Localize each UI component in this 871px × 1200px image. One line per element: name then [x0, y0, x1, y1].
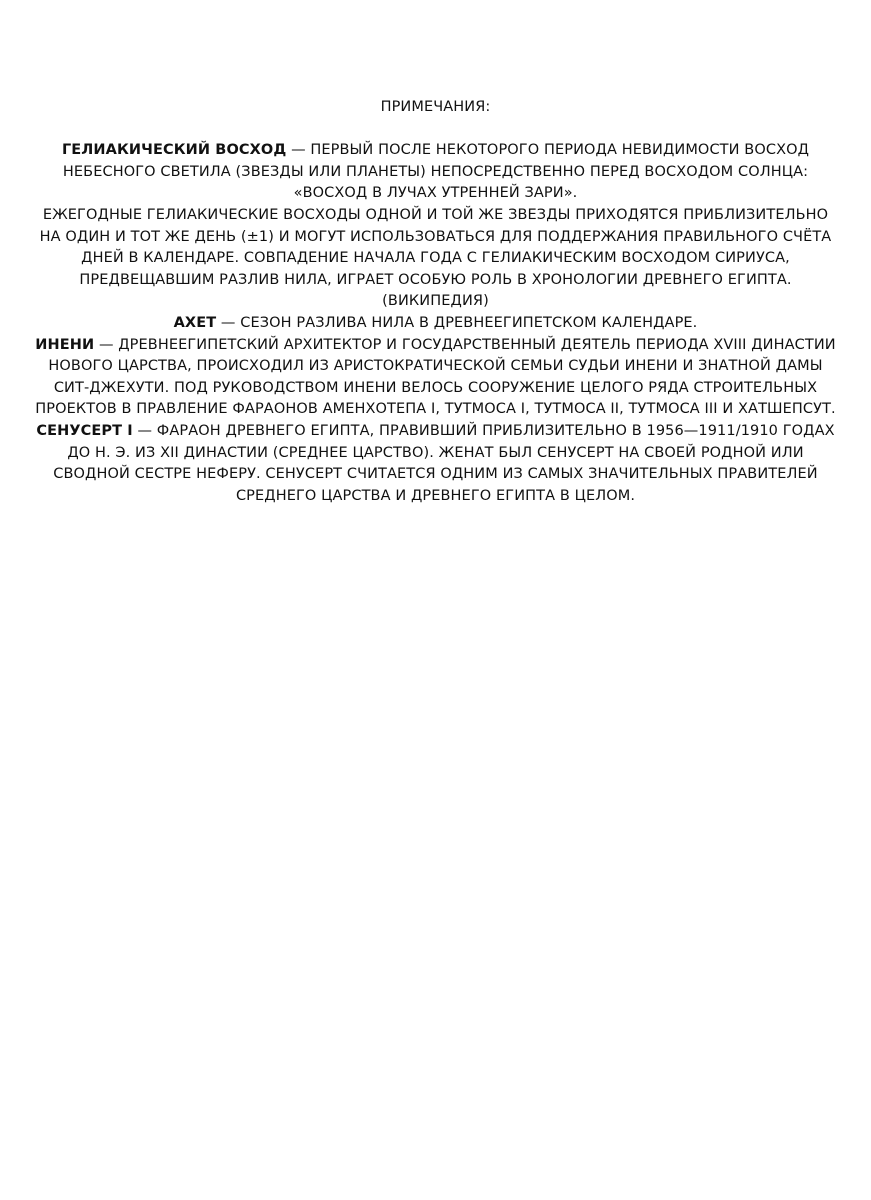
- notes-heading: ПРИМЕЧАНИЯ:: [380, 99, 491, 115]
- note-heliacal-annual: [30, 205, 841, 291]
- note-source: [30, 291, 841, 313]
- note-definition: — ДРЕВНЕЕГИПЕТСКИЙ АРХИТЕКТОР И ГОСУДАРСТВЕННЫЙ ДЕЯТЕЛЬ ПЕРИОДА XVIII ДИНАСТИИ НОВОГО ЦАРСТВА, ПРОИСХОДИЛ ИЗ АРИСТОКРАТИЧЕСКОЙ СЕМЬИ СУДЬИ ИНЕНИ И ЗНАТНОЙ ДАМЫ СИТ-ДЖЕХУТИ. ПОД РУКОВОДСТВОМ ИНЕНИ ВЕЛОСЬ СООРУЖЕНИЕ ЦЕЛОГО РЯДА СТРОИТЕЛЬНЫХ ПРОЕКТОВ В ПРАВЛЕНИЕ ФАРАОНОВ АМЕНХОТЕПА I, ТУТМОСА I, ТУТМОСА II, ТУТМОСА III И ХАТШЕПСУТ.: [35, 336, 836, 418]
- note-definition: ЕЖЕГОДНЫЕ ГЕЛИАКИЧЕСКИЕ ВОСХОДЫ ОДНОЙ И ТОЙ ЖЕ ЗВЕЗДЫ ПРИХОДЯТСЯ ПРИБЛИЗИТЕЛЬНО НА ОДИН И ТОТ ЖЕ ДЕНЬ (±1) И МОГУТ ИСПОЛЬЗОВАТЬСЯ ДЛЯ ПОДДЕРЖАНИЯ ПРАВИЛЬНОГО СЧЁТА ДНЕЙ В КАЛЕНДАРЕ. СОВПАДЕНИЕ НАЧАЛА ГОДА С ГЕЛИАКИЧЕСКИМ ВОСХОДОМ СИРИУСА, ПРЕДВЕЩАВШИМ РАЗЛИВ НИЛА, ИГРАЕТ ОСОБУЮ РОЛЬ В ХРОНОЛОГИИ ДРЕВНЕГО ЕГИПТА.: [39, 206, 832, 288]
- note-akhet: [30, 313, 841, 335]
- note-heliacal-rising: [30, 140, 841, 205]
- note-senusret: [30, 421, 841, 507]
- note-term: АХЕТ: [173, 314, 217, 331]
- note-definition: — ПЕРВЫЙ ПОСЛЕ НЕКОТОРОГО ПЕРИОДА НЕВИДИМОСТИ ВОСХОД НЕБЕСНОГО СВЕТИЛА (ЗВЕЗДЫ ИЛИ ПЛАНЕТЫ) НЕПОСРЕДСТВЕННО ПЕРЕД ВОСХОДОМ СОЛНЦА: «ВОСХОД В ЛУЧАХ УТРЕННЕЙ ЗАРИ».: [62, 142, 810, 202]
- notes-block: [30, 97, 841, 507]
- note-source-text: (ВИКИПЕДИЯ): [382, 293, 489, 310]
- note-term: ГЕЛИАКИЧЕСКИЙ ВОСХОД: [61, 142, 287, 159]
- note-term: ИНЕНИ: [35, 336, 95, 353]
- note-term: СЕНУСЕРТ I: [36, 422, 133, 439]
- note-definition: — ФАРАОН ДРЕВНЕГО ЕГИПТА, ПРАВИВШИЙ ПРИБЛИЗИТЕЛЬНО В 1956—1911/1910 ГОДАХ ДО Н. Э. ИЗ XII ДИНАСТИИ (СРЕДНЕЕ ЦАРСТВО). ЖЕНАТ БЫЛ СЕНУСЕРТ НА СВОЕЙ РОДНОЙ ИЛИ СВОДНОЙ СЕСТРЕ НЕФЕРУ. СЕНУСЕРТ СЧИТАЕТСЯ ОДНИМ ИЗ САМЫХ ЗНАЧИТЕЛЬНЫХ ПРАВИТЕЛЕЙ СРЕДНЕГО ЦАРСТВА И ДРЕВНЕГО ЕГИПТА В ЦЕЛОМ.: [53, 422, 835, 504]
- note-ineni: [30, 335, 841, 421]
- note-definition: — СЕЗОН РАЗЛИВА НИЛА В ДРЕВНЕЕГИПЕТСКОМ КАЛЕНДАРЕ.: [216, 314, 698, 331]
